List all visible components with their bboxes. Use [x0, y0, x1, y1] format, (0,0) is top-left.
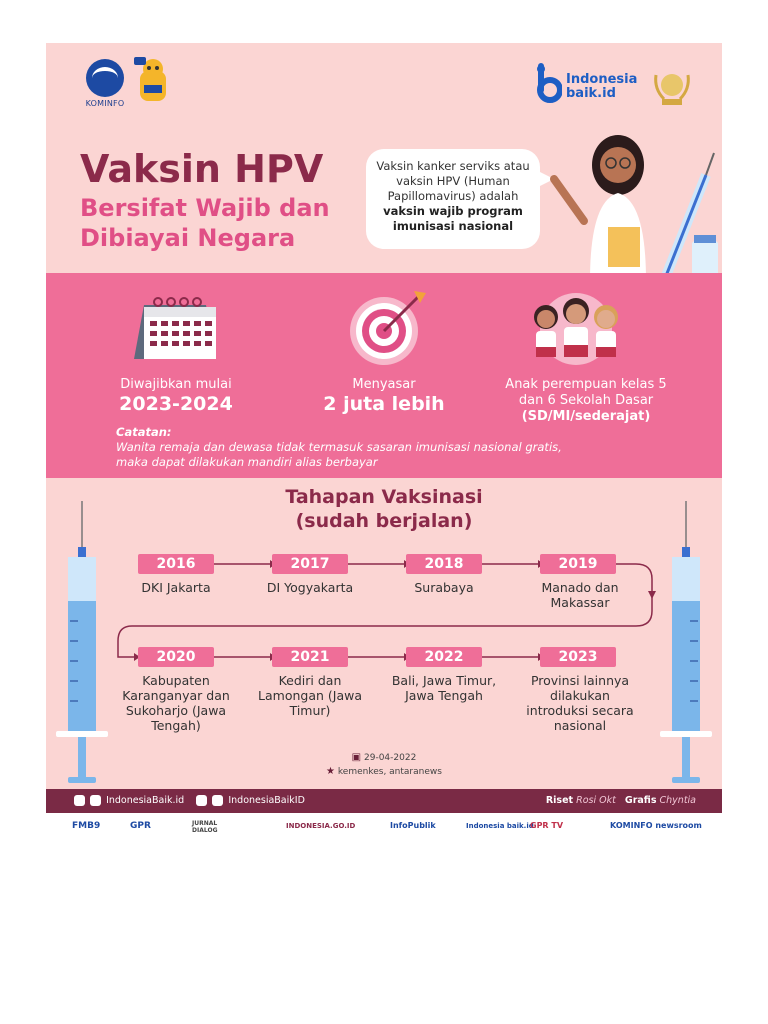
note-text: Wanita remaja dan dewasa tidak termasuk sasaran imunisasi nasional gratis, maka dapat dilakukan mandiri alias berbayar [116, 440, 562, 469]
year-badge: 2019 [540, 554, 616, 574]
timeline-place: Provinsi lainnya dilakukan introduksi secara nasional [526, 673, 634, 733]
award-badge-icon [652, 65, 692, 107]
stat-mandatory [76, 377, 276, 415]
grafis-label: Grafis [624, 795, 657, 806]
youtube-icon[interactable] [212, 795, 223, 806]
instagram-icon[interactable] [74, 795, 85, 806]
source-line [46, 765, 722, 779]
kominfo-emblem-icon [86, 59, 124, 97]
speech-bubble [366, 149, 540, 249]
partner-logo: Indonesia baik.id [466, 822, 534, 830]
year-badge: 2016 [138, 554, 214, 574]
facebook-icon[interactable] [90, 795, 101, 806]
partner-logo: KOMINFO newsroom [610, 821, 702, 830]
partner-logo: GPR [130, 821, 151, 831]
year-badge: 2022 [406, 647, 482, 667]
brand-line2: baik.id [566, 86, 616, 101]
timeline-place: DKI Jakarta [141, 580, 211, 595]
social-links [74, 789, 305, 813]
kominfo-logo [80, 59, 130, 108]
brand-name [566, 73, 637, 101]
star-icon: ★ [326, 766, 336, 777]
source-meta [46, 751, 722, 779]
partner-logos [46, 813, 722, 840]
bubble-text: Vaksin kanker serviks atau vaksin HPV (Human Papillomavirus) adalah [376, 159, 530, 203]
social-handle-2[interactable]: IndonesiaBaikID [228, 795, 305, 806]
year-badge: 2021 [272, 647, 348, 667]
credits [546, 789, 696, 813]
calendar-icon [124, 293, 220, 363]
indonesiabaik-logo [532, 61, 650, 107]
year-badge: 2018 [406, 554, 482, 574]
date-text: 29-04-2022 [364, 753, 417, 763]
brand-line1: Indonesia [566, 72, 638, 87]
timeline-title [46, 485, 722, 533]
timeline-place: Bali, Jawa Timur, Jawa Tengah [391, 673, 497, 703]
girls-icon [524, 289, 628, 365]
page-title: Vaksin HPV [80, 147, 324, 191]
timeline-place: DI Yogyakarta [266, 580, 354, 595]
stat-audience [494, 377, 678, 425]
b-logo-icon [536, 63, 562, 103]
calendar-small-icon: ▣ [351, 752, 362, 763]
note-heading: Catatan: [116, 425, 172, 439]
target-icon [336, 287, 432, 367]
riset-label: Riset [545, 795, 574, 806]
syringe-right-icon [658, 501, 714, 791]
stat-value: 2023-2024 [119, 393, 233, 415]
page-subtitle: Bersifat Wajib dan Dibiayai Negara [80, 194, 330, 252]
year-badge: 2020 [138, 647, 214, 667]
partner-logo: GPR TV [530, 821, 564, 830]
year-badge: 2023 [540, 647, 616, 667]
grafis-name: Chyntia [659, 795, 696, 806]
timeline-place: Kediri dan Lamongan (Jawa Timur) [258, 673, 362, 718]
timeline-title-line1: Tahapan Vaksinasi [285, 486, 483, 508]
stat-label: Diwajibkan mulai [120, 377, 232, 392]
doctor-illustration-icon [534, 131, 722, 281]
riset-name: Rosi Okt [576, 795, 616, 806]
stat-label: Anak perempuan kelas 5 dan 6 Sekolah Dasar [505, 377, 667, 408]
infographic-card [46, 43, 722, 840]
syringe-left-icon [54, 501, 110, 791]
partner-logo: FMB9 [72, 821, 101, 831]
source-text: kemenkes, antaranews [337, 767, 442, 777]
timeline-title-line2: (sudah berjalan) [295, 510, 473, 532]
kominfo-label: KOMINFO [85, 99, 125, 108]
twitter-icon[interactable] [196, 795, 207, 806]
partner-logo: InfoPublik [390, 821, 436, 830]
partner-logo: JURNAL DIALOG [192, 820, 218, 834]
bubble-bold-text: vaksin wajib program imunisasi nasional [383, 204, 523, 233]
partner-logo: INDONESIA.GO.ID [286, 822, 356, 830]
stat-value: (SD/MI/sederajat) [521, 409, 651, 424]
mascot-icon [132, 55, 174, 107]
note [116, 425, 586, 470]
timeline-place: Kabupaten Karanganyar dan Sukoharjo (Jawa Tengah) [122, 673, 230, 733]
footer-bar [46, 789, 722, 813]
year-badge: 2017 [272, 554, 348, 574]
stats-band [46, 273, 722, 478]
stat-value: 2 juta lebih [323, 393, 445, 415]
timeline-place: Manado dan Makassar [541, 580, 619, 610]
date-line [46, 751, 722, 765]
stat-label: Menyasar [352, 377, 416, 392]
timeline-place: Surabaya [414, 580, 474, 595]
stat-target [284, 377, 484, 415]
social-handle[interactable]: IndonesiaBaik.id [106, 795, 185, 806]
